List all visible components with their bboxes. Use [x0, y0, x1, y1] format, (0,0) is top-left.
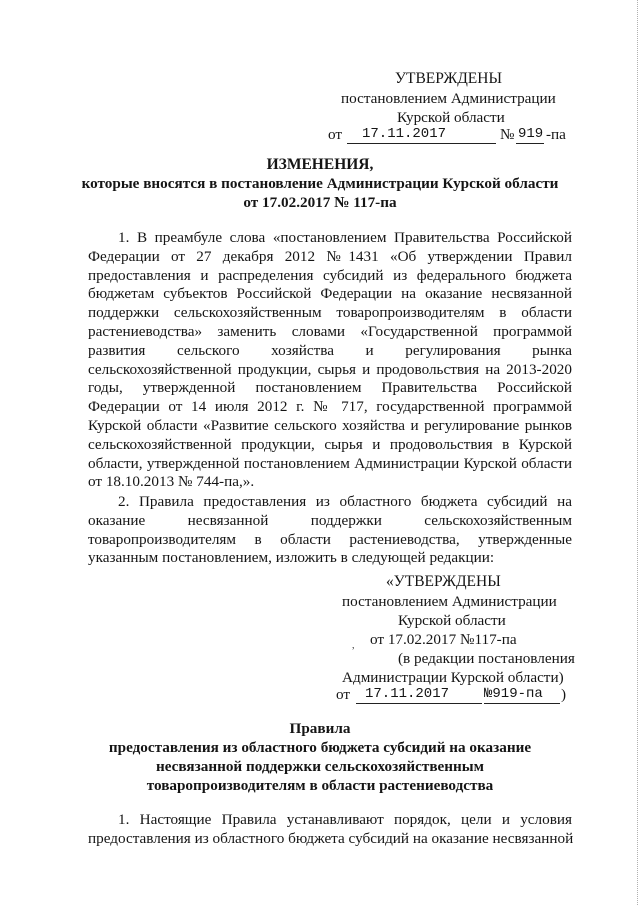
rules-title: Правила	[289, 720, 351, 737]
paragraph-line: оказание несвязанной поддержки сельскохозяйственным	[88, 511, 572, 529]
paragraph-line: Курской области «Развитие сельского хозяйства и регулирование рынков	[88, 416, 572, 434]
number-underline	[516, 143, 544, 144]
approval2-heading: «УТВЕРЖДЕНЫ	[386, 573, 501, 590]
approval-number: 919	[518, 126, 544, 142]
approval2-line1: постановлением Администрации	[342, 593, 557, 610]
paragraph-line: сельскохозяйственной продукции, сырья и продовольствия в Курской	[88, 435, 572, 453]
approval2-from-prefix: от	[336, 686, 351, 703]
paragraph-line: предоставления и распределения субсидий из федерального бюджета	[88, 266, 572, 284]
paragraph-line: Федерации от 14 июля 2012 г. № 717, государственной программой	[88, 398, 572, 416]
approval2-line4: (в редакции постановления	[398, 650, 575, 667]
paragraph-line: указанным постановлением, изложить в следующей редакции:	[88, 549, 495, 567]
approval-from-prefix: от	[328, 126, 343, 143]
approval-line2: Курской области	[397, 109, 505, 126]
paragraph-line: бюджетам субъектов Российской Федерации на оказание несвязанной	[88, 285, 572, 303]
date2-underline	[356, 703, 482, 704]
paragraph-line: развития сельского хозяйства и регулирования рынка	[88, 341, 572, 359]
approval-heading: УТВЕРЖДЕНЫ	[395, 70, 502, 87]
paragraph-line: 1. В преамбуле слова «постановлением Правительства Российской	[118, 229, 572, 246]
approval2-line5: Администрации Курской области)	[342, 669, 564, 686]
paragraph-line: сельскохозяйственной продукции, сырья и продовольствия на 2013-2020	[88, 360, 572, 378]
approval2-number: №919-па	[484, 686, 543, 702]
changes-subtitle-2: от 17.02.2017 № 117-па	[243, 194, 397, 211]
rules-subtitle-3: товаропроизводителям в области растениеводства	[146, 777, 494, 794]
approval-number-suffix: -па	[546, 126, 566, 143]
number2-underline	[484, 703, 560, 704]
paragraph-line: Федерации от 27 декабря 2012 №1431 «Об утверждении Правил	[88, 247, 572, 265]
scan-edge	[636, 0, 638, 905]
paragraph-line: 1. Настоящие Правила устанавливают порядок, цели и условия	[118, 811, 572, 828]
paragraph-line: 2. Правила предоставления из областного бюджета субсидий на	[118, 493, 572, 510]
approval2-date: 17.11.2017	[365, 686, 450, 702]
rules-subtitle-1: предоставления из областного бюджета субсидий на оказание	[108, 739, 532, 756]
paragraph-line: предоставления из областного бюджета субсидий на оказание несвязанной	[88, 829, 574, 847]
paragraph-3	[88, 811, 572, 849]
date-underline	[347, 143, 496, 144]
paragraph-2	[88, 493, 572, 568]
changes-title: ИЗМЕНЕНИЯ,	[266, 156, 374, 173]
paragraph-line: товаропроизводителям в области растениеводства, утвержденные	[88, 530, 572, 548]
approval2-line3: от 17.02.2017 №117-па	[370, 631, 517, 648]
paragraph-line: годы, утвержденной постановлением Правительства Российской	[88, 379, 572, 397]
approval-line1: постановлением Администрации	[341, 90, 556, 107]
approval2-line2: Курской области	[398, 612, 506, 629]
scan-mark: ,	[352, 640, 355, 651]
paragraph-line: от 18.10.2013 № 744-па,».	[88, 473, 255, 491]
paragraph-1	[88, 229, 572, 492]
paragraph-line: растениеводства» заменить словами «Государственной программой	[88, 322, 572, 340]
paragraph-line: поддержки сельскохозяйственным товаропроизводителям в области	[88, 304, 572, 322]
changes-subtitle-1: которые вносятся в постановление Администрации Курской области	[81, 175, 559, 192]
rules-subtitle-2: несвязанной поддержки сельскохозяйственным	[156, 758, 484, 775]
approval2-close: )	[561, 686, 567, 703]
approval-number-prefix: №	[500, 126, 515, 143]
approval-date: 17.11.2017	[362, 126, 447, 142]
paragraph-line: области, утвержденной постановлением Администрации Курской области	[88, 454, 572, 472]
